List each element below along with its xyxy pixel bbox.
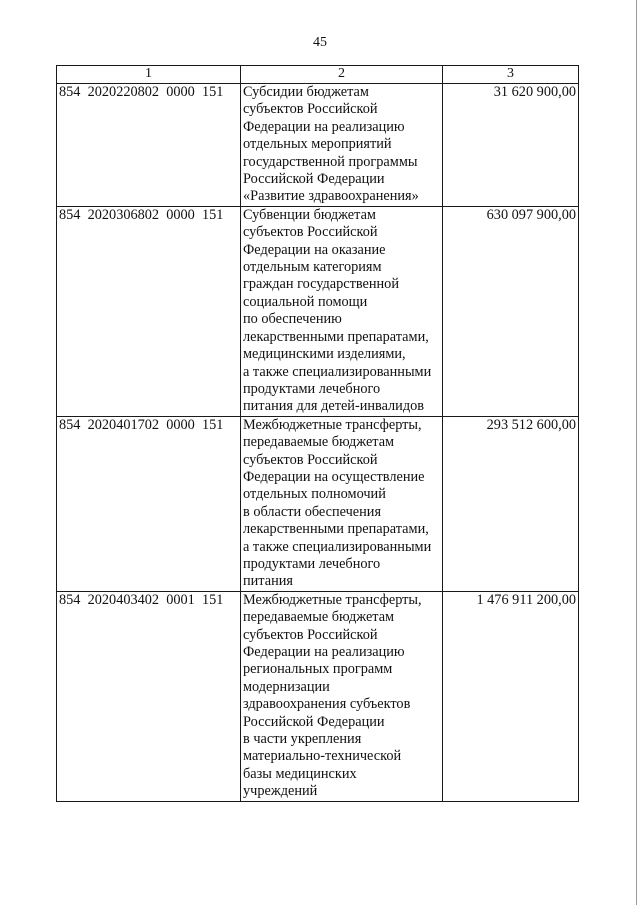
row-amount: 31 620 900,00 [443,84,579,207]
row-amount: 630 097 900,00 [443,206,579,416]
table-header-row [57,66,579,84]
column-header-amount: 3 [443,66,579,84]
row-code: 854 2020220802 0000 151 [57,84,241,207]
column-header-code: 1 [57,66,241,84]
row-code: 854 2020403402 0001 151 [57,591,241,801]
row-description: Межбюджетные трансферты, передаваемые бюджетам субъектов Российской Федерации на осуществление отдельных полномочий в области обеспечения лекарственными препаратами, а также специализированными продуктами лечебного питания [241,416,443,591]
row-amount: 1 476 911 200,00 [443,591,579,801]
page-number: 45 [313,35,327,50]
scan-edge-line [636,0,637,905]
row-description: Субвенции бюджетам субъектов Российской Федерации на оказание отдельным категориям граждан государственной социальной помощи по обеспечению лекарственными препаратами, медицинскими изделиями, а также специализированными продуктами лечебного питания для детей-инвалидов [241,206,443,416]
row-description: Субсидии бюджетам субъектов Российской Федерации на реализацию отдельных мероприятий государственной программы Российской Федерации «Развитие здравоохранения» [241,84,443,207]
column-header-description: 2 [241,66,443,84]
budget-table [56,65,579,802]
table-row [57,591,579,801]
row-code: 854 2020306802 0000 151 [57,206,241,416]
table-row [57,206,579,416]
table-row [57,84,579,207]
row-code: 854 2020401702 0000 151 [57,416,241,591]
table-row [57,416,579,591]
row-amount: 293 512 600,00 [443,416,579,591]
row-description: Межбюджетные трансферты, передаваемые бюджетам субъектов Российской Федерации на реализацию региональных программ модернизации здравоохранения субъектов Российской Федерации в части укрепления материально-технической базы медицинских учреждений [241,591,443,801]
